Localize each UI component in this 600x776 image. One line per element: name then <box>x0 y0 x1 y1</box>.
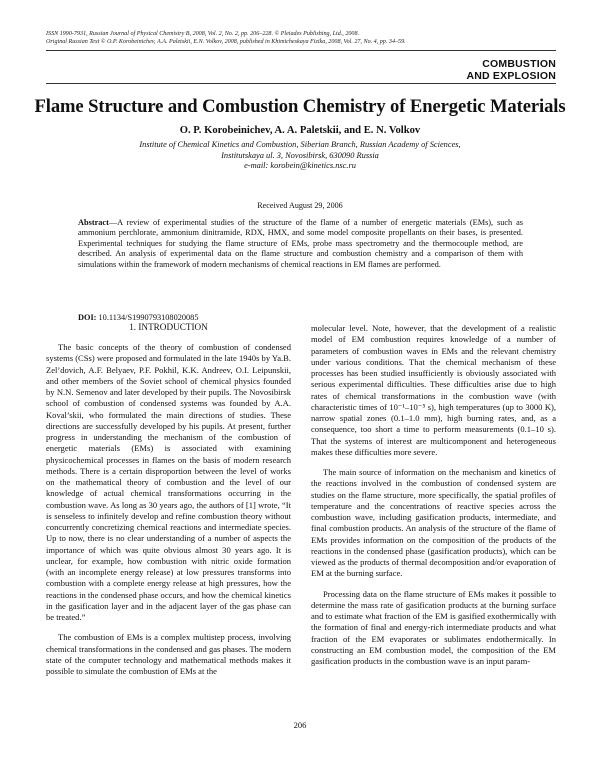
original-text-line: Original Russian Text © O.P. Korobeinichev, A.A. Paletskii, E.N. Volkov, 2008, published in Khimicheskaya Fizika, 2008, Vol. 27, No. 4, pp. 34–59. <box>46 39 406 46</box>
affiliation-line1: Institute of Chemical Kinetics and Combustion, Siberian Branch, Russian Academy of Sciences, <box>139 140 461 149</box>
paragraph: The main source of information on the mechanism and kinetics of the reactions involved in the combustion of condensed system are studies on the flame structure, more specifically, the spatial profiles of temperature and the concentrations of reactive species across the combustion wave, including gasification products, intermediate, and final combustion products. An analysis of the structure of the flame of EMs provides information on the composition of the products of the reactions in the condensed phase (gasification products), which can be viewed as the products of thermal decomposition and/or evaporation of EM at the burning surface. <box>311 467 556 579</box>
section-rule <box>46 83 556 84</box>
section-label-line2: AND EXPLOSION <box>466 69 556 82</box>
abstract <box>78 218 523 270</box>
affiliation-line2: Institutskaya ul. 3, Novosibirsk, 630090 Russia <box>221 150 379 160</box>
right-column <box>311 323 556 667</box>
affiliation <box>80 140 520 172</box>
section-label-line1: COMBUSTION <box>482 58 556 70</box>
article-authors: O. P. Korobeinichev, A. A. Paletskii, and E. N. Volkov <box>179 125 421 136</box>
received-date: Received August 29, 2006 <box>257 201 343 210</box>
paragraph: The combustion of EMs is a complex multistep process, involving chemical transformations in the condensed and gas phases. The modern state of the computer technology and mathematical methods makes it possible to simulate the combustion of EMs at the <box>46 632 291 676</box>
left-column <box>46 322 291 677</box>
section-label <box>356 59 556 82</box>
affiliation-email: e-mail: korobein@kinetics.nsc.ru <box>244 161 356 171</box>
journal-header <box>46 30 556 47</box>
section-heading-introduction: 1. INTRODUCTION <box>129 322 208 332</box>
doi-label: DOI: <box>78 313 97 322</box>
paragraph: molecular level. Note, however, that the development of a realistic model of EM combustion requires knowledge of a number of parameters of combustion waves in EMs and the relevant chemistry under various conditions. That the chemical mechanism of these processes has been studied insufficiently is obviously associated with serious experimental difficulties. These difficulties arise due to high rates of chemical transformations in the combustion wave (with characteristic times of 10⁻¹–10⁻⁵ s), high temperatures (up to 3000 K), narrow spatial zones (0.1–1.0 mm), high burning rates, and, as a consequence, too short a time to perform measurements (0.1–10 s). That the systems of interest are multicomponent and heterogeneous makes these difficulties more severe. <box>311 323 556 457</box>
article-title: Flame Structure and Combustion Chemistry of Energetic Materials <box>34 96 566 117</box>
abstract-text: —A review of experimental studies of the structure of the flame of a number of energetic materials (EMs), such as ammonium perchlorate, ammonium dinitramide, RDX, HMX, and some model composite propellants on their bases, is presented. Experimental techniques for studying the flame structure of EMs, probe mass spectrometry and the thermocouple method, are described. An analysis of experimental data on the flame structure and combustion chemistry and a comparison of them with simulations within the framework of modern mechanisms of chemical reactions in EM flames are performed. <box>78 218 523 269</box>
abstract-label: Abstract <box>78 218 109 227</box>
paragraph: Processing data on the flame structure of EMs makes it possible to determine the mass rate of gasification products at the burning surface and to estimate what fraction of the EM is gasified exothermically with the formation of final and energy-rich intermediate products and what fraction of the EM evaporates or sublimates endothermically. In constructing an EM combustion model, the composition of the EM gasification products in the combustion wave is an input param- <box>311 588 556 666</box>
doi-value: 10.1134/S1990793108020085 <box>98 313 199 322</box>
paragraph: The basic concepts of the theory of combustion of condensed systems (CSs) were proposed and formulated in the late 1940s by Ya.B. Zel’dovich, A.F. Belyaev, P.F. Pokhil, K.K. Andreev, O.I. Leipunskii, and other members of the Soviet school of chemical physics founded by N.N. Semenov and later developed by their pupils. The Novosibirsk school of combustion of condensed systems was founded by A.A. Koval’skii, who formulated the main directions of studies. These directions are successfully developed by his pupils. At present, further progress in understanding the mechanism of the combustion of energetic materials (EMs) is associated with examining physicochemical processes in flames on the basis of modern research methods. There is a certain disproportion between the level of works on the mathematical theory of combustion and the level of our knowledge of actual chemical transformations occurring in the combustion wave. As long as 30 years ago, the authors of [1] wrote, “It is senseless to infinitely develop and refine combustion theory without concurrently concretizing chemical reactions and intermediate species. Up to now, there is no clear understanding of a number of aspects the importance of which was quite obvious almost 30 years ago. It is unclear, for example, how combustion with nitric oxide formation (with an incomplete energy release) at low pressures transforms into combustion with a complete energy release at high pressures, how the reactions in the condensed phase occurs, and how the chemical kinetics in the gasification layer and in the adjacent layer of the gas phase can be treated.” <box>46 342 291 622</box>
issn-line: ISSN 1990-7931, Russian Journal of Physical Chemistry B, 2008, Vol. 2, No. 2, pp. 206–228. © Pleiades Publishing, Ltd., 2008. <box>46 31 360 37</box>
header-rule <box>46 50 556 51</box>
page-number: 206 <box>293 720 307 730</box>
